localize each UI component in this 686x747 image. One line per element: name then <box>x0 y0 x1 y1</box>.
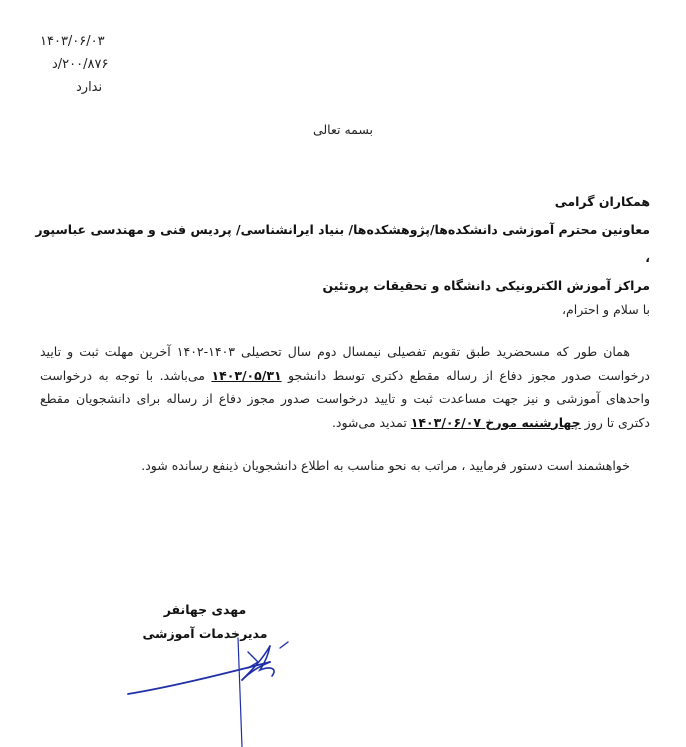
recipients-block <box>30 188 650 300</box>
letter-number: ۲۰۰/۸۷۶/د <box>52 57 109 72</box>
signer-name: مهدی جهانفر <box>163 602 247 617</box>
recipient-line-3: مراکز آموزش الکترونیکی دانشگاه و تحقیقات پروتئین <box>322 278 650 293</box>
deadline-date: ۱۴۰۳/۰۵/۳۱ <box>211 367 282 383</box>
letter-meta <box>40 30 160 99</box>
recipient-line-1: همکاران گرامی <box>554 194 650 209</box>
letter-date: ۱۴۰۳/۰۶/۰۳ <box>40 34 105 49</box>
signer-title: مدیرخدمات آموزشی <box>142 626 268 641</box>
greeting: با سلام و احترام، <box>561 302 650 317</box>
letter-body <box>40 340 650 434</box>
recipient-line-2: معاونین محترم آموزشی دانشکده‌ها/پژوهشکده‌ها/ بنیاد ایرانشناسی/ پردیس فنی و مهندسی عباسپور ، <box>35 222 650 265</box>
body-text-part-3: تمدید می‌شود. <box>331 414 407 430</box>
handwritten-signature <box>120 632 290 747</box>
extended-date: چهارشنبه مورخ ۱۴۰۳/۰۶/۰۷ <box>410 414 581 430</box>
letter-attachment: ندارد <box>76 80 103 95</box>
closing-sentence: خواهشمند است دستور فرمایید ، مراتب به نحو مناسب به اطلاع دانشجویان ذینفع رسانده شود. <box>141 458 630 473</box>
body-paragraph <box>40 340 650 434</box>
basmala-heading: بسمه تعالی <box>312 122 374 137</box>
body-text-part-2: می‌باشد. با توجه به درخواست واحدهای آموزشی و نیز جهت مساعدت ثبت و تایید درخواست صدور مجوز دفاع از رساله برای دانشجویان مقطع دکتری تا روز <box>40 367 650 430</box>
body-text-part-1: همان طور که مسحضرید طبق تقویم تفصیلی نیمسال دوم سال تحصیلی ۱۴۰۳-۱۴۰۲ آخرین مهلت ثبت و تایید درخواست صدور مجوز دفاع از رساله مقطع دکتری توسط دانشجو <box>40 344 650 383</box>
